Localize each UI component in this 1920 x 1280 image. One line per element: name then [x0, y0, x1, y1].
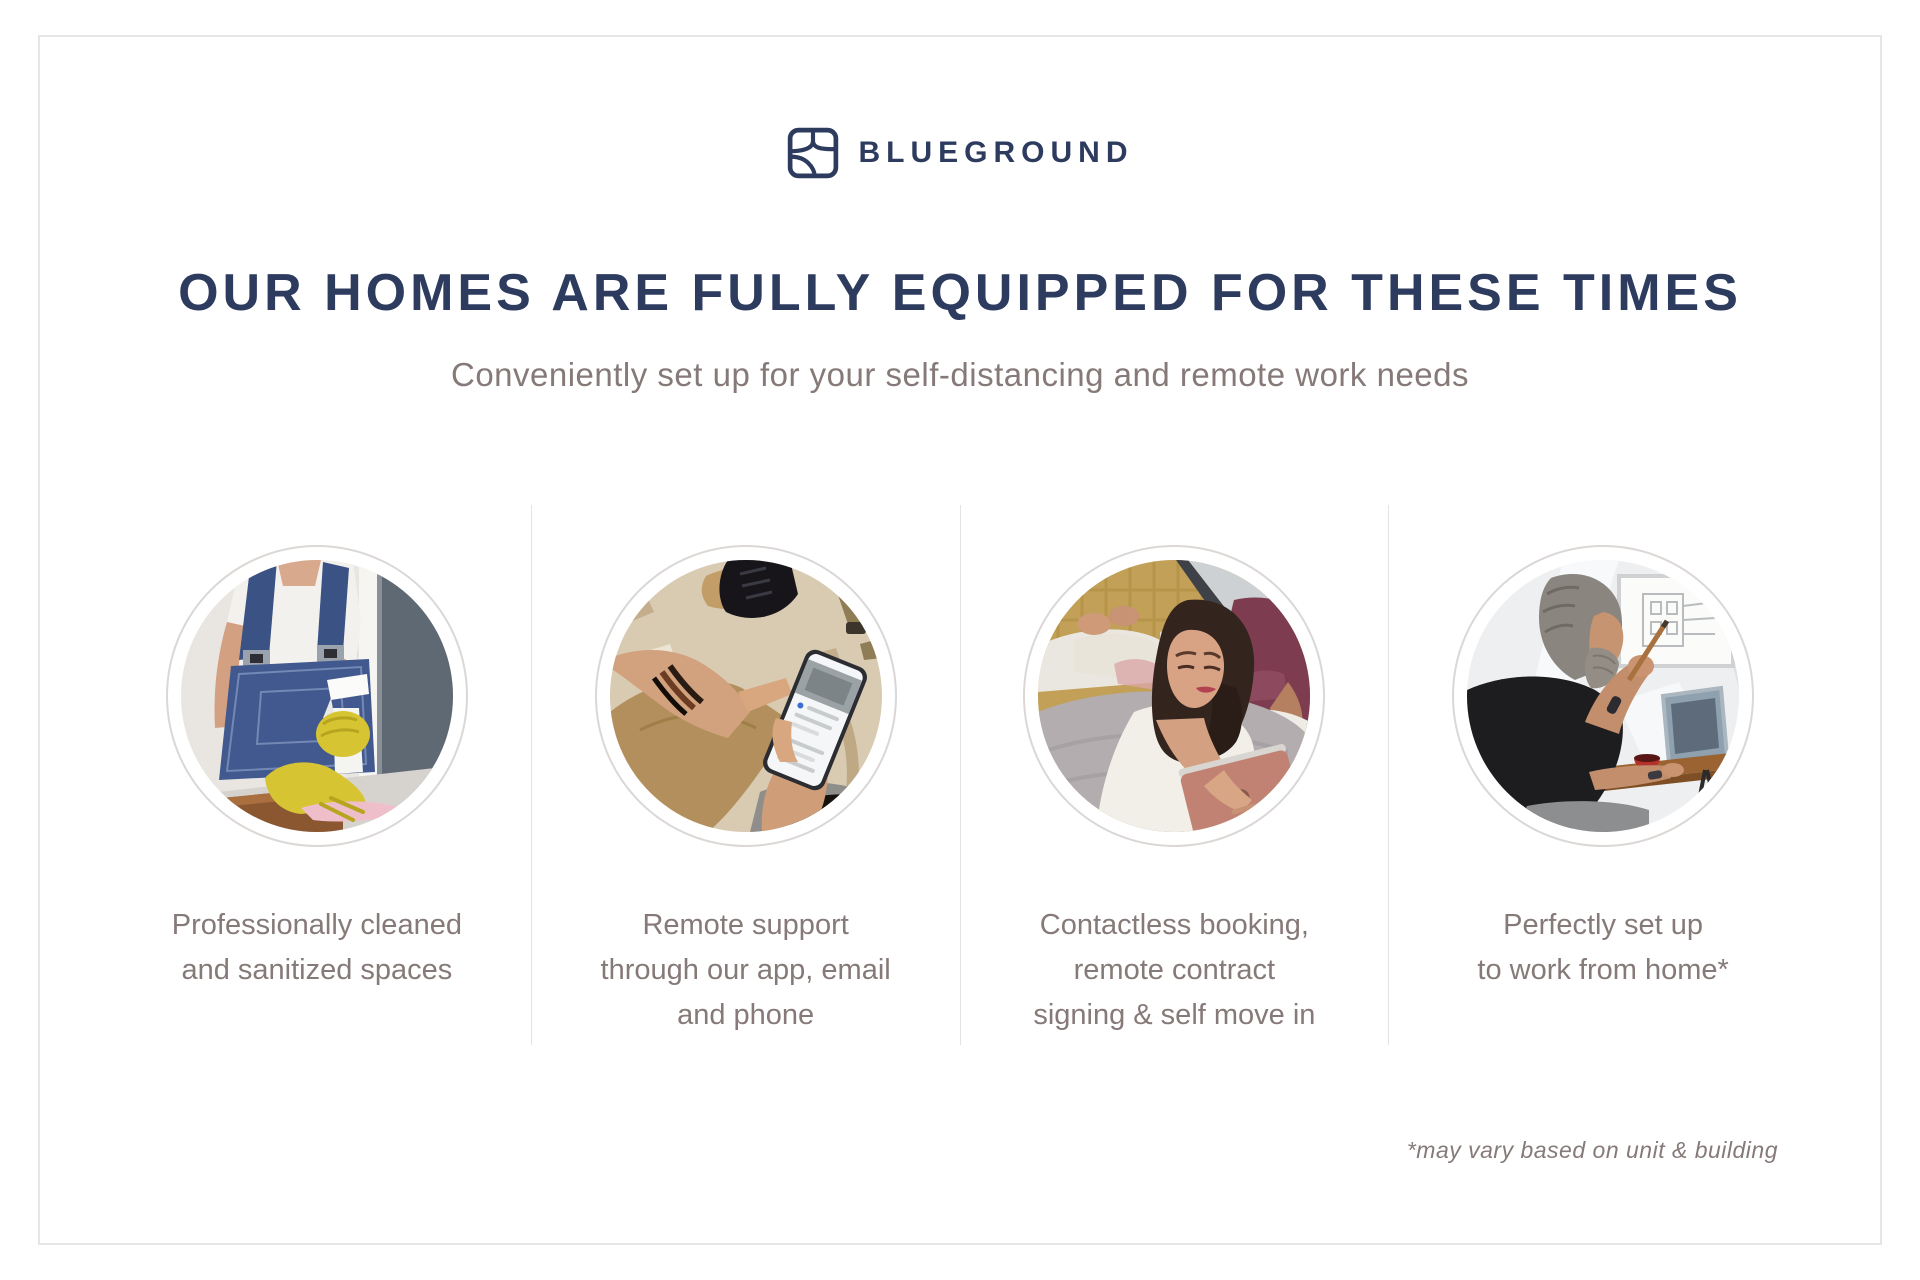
- woman-on-bed-with-tablet-photo: [1038, 560, 1310, 832]
- brand-wordmark: BLUEGROUND: [858, 136, 1134, 169]
- feature-column-cleaning: [103, 505, 531, 1045]
- caption-line: Remote support: [642, 909, 849, 941]
- hands-using-app-on-phone-photo: [610, 560, 882, 832]
- caption-line: and sanitized spaces: [181, 954, 453, 986]
- photo-circle: [595, 545, 897, 847]
- caption-line: Professionally cleaned: [171, 909, 462, 941]
- brand-logo: [40, 127, 1880, 179]
- caption-line: to work from home*: [1477, 954, 1729, 986]
- photo-circle: [166, 545, 468, 847]
- feature-caption: [601, 903, 891, 1038]
- feature-caption: [172, 903, 462, 993]
- caption-line: remote contract: [1073, 954, 1276, 986]
- content-card: [38, 35, 1882, 1245]
- feature-caption: [1477, 903, 1728, 993]
- caption-line: Perfectly set up: [1503, 909, 1704, 941]
- feature-column-remote-support: [532, 505, 960, 1045]
- caption-line: signing & self move in: [1033, 999, 1316, 1031]
- caption-line: and phone: [677, 999, 815, 1031]
- feature-caption: [1033, 903, 1315, 1038]
- photo-circle: [1452, 545, 1754, 847]
- photo-circle: [1023, 545, 1325, 847]
- blueground-logo-icon: [787, 127, 839, 179]
- footnote: *may vary based on unit & building: [1406, 1137, 1778, 1163]
- cleaner-sanitizing-surface-photo: [181, 560, 453, 832]
- page-subtitle: Conveniently set up for your self-distancing and remote work needs: [450, 356, 1470, 393]
- feature-column-work-from-home: [1389, 505, 1817, 1045]
- man-working-from-home-desk-photo: [1467, 560, 1739, 832]
- feature-column-contactless-booking: [961, 505, 1389, 1045]
- page-title: OUR HOMES ARE FULLY EQUIPPED FOR THESE TIMES: [178, 264, 1742, 322]
- feature-columns: [103, 505, 1817, 1045]
- caption-line: Contactless booking,: [1039, 909, 1309, 941]
- caption-line: through our app, email: [600, 954, 891, 986]
